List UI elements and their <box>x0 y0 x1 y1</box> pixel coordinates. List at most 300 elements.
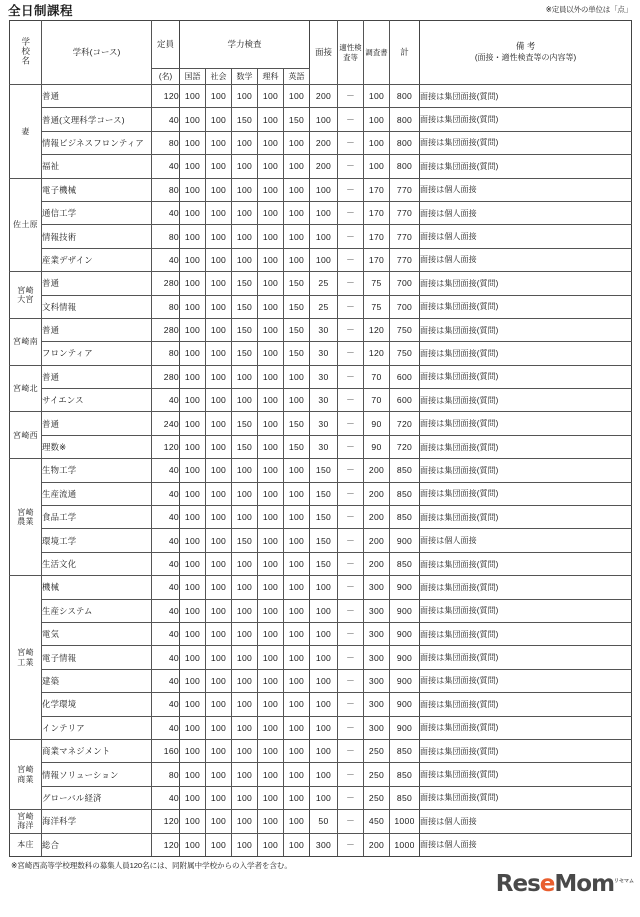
header-capacity: 定員 <box>152 21 180 69</box>
score-sugaku-cell: 100 <box>232 155 258 178</box>
score-aptitude-cell: － <box>338 810 364 833</box>
score-aptitude-cell: － <box>338 763 364 786</box>
score-total-cell: 800 <box>390 108 420 131</box>
school-name-cell: 本庄 <box>10 833 42 856</box>
score-shakai-cell: 100 <box>206 201 232 224</box>
capacity-cell: 80 <box>152 763 180 786</box>
score-aptitude-cell: － <box>338 482 364 505</box>
remarks-cell: 面接は集団面接(質問) <box>420 389 632 412</box>
score-sugaku-cell: 100 <box>232 506 258 529</box>
score-total-cell: 770 <box>390 248 420 271</box>
score-shakai-cell: 100 <box>206 155 232 178</box>
score-interview-cell: 100 <box>310 763 338 786</box>
score-sugaku-cell: 100 <box>232 693 258 716</box>
score-sugaku-cell: 100 <box>232 669 258 692</box>
score-interview-cell: 100 <box>310 201 338 224</box>
course-name-cell: 商業マネジメント <box>42 739 152 762</box>
score-sugaku-cell: 150 <box>232 318 258 341</box>
score-total-cell: 900 <box>390 576 420 599</box>
score-kokugo-cell: 100 <box>180 810 206 833</box>
score-shakai-cell: 100 <box>206 342 232 365</box>
score-shakai-cell: 100 <box>206 178 232 201</box>
score-eigo-cell: 100 <box>284 155 310 178</box>
header-row-main <box>10 21 632 69</box>
capacity-cell: 120 <box>152 833 180 856</box>
table-row <box>10 786 632 809</box>
score-eigo-cell: 100 <box>284 248 310 271</box>
score-kokugo-cell: 100 <box>180 108 206 131</box>
table-row <box>10 763 632 786</box>
school-name-cell: 宮崎 農業 <box>10 459 42 576</box>
score-report-cell: 100 <box>364 131 390 154</box>
score-rika-cell: 100 <box>258 646 284 669</box>
score-interview-cell: 30 <box>310 318 338 341</box>
score-rika-cell: 100 <box>258 693 284 716</box>
table-row <box>10 833 632 856</box>
score-report-cell: 250 <box>364 739 390 762</box>
capacity-cell: 80 <box>152 295 180 318</box>
score-report-cell: 100 <box>364 108 390 131</box>
score-shakai-cell: 100 <box>206 506 232 529</box>
score-total-cell: 600 <box>390 365 420 388</box>
course-name-cell: 建築 <box>42 669 152 692</box>
header-remarks: 備 考 (面接・適性検査等の内容等) <box>420 21 632 85</box>
course-name-cell: フロンティア <box>42 342 152 365</box>
capacity-cell: 80 <box>152 225 180 248</box>
course-name-cell: インテリア <box>42 716 152 739</box>
score-interview-cell: 30 <box>310 342 338 365</box>
score-shakai-cell: 100 <box>206 669 232 692</box>
school-name-cell: 宮崎 大宮 <box>10 272 42 319</box>
score-aptitude-cell: － <box>338 693 364 716</box>
score-kokugo-cell: 100 <box>180 365 206 388</box>
score-shakai-cell: 100 <box>206 108 232 131</box>
score-report-cell: 300 <box>364 576 390 599</box>
score-interview-cell: 100 <box>310 669 338 692</box>
table-row <box>10 693 632 716</box>
score-sugaku-cell: 100 <box>232 646 258 669</box>
course-name-cell: 電子情報 <box>42 646 152 669</box>
score-aptitude-cell: － <box>338 389 364 412</box>
score-aptitude-cell: － <box>338 365 364 388</box>
capacity-cell: 40 <box>152 786 180 809</box>
score-report-cell: 300 <box>364 669 390 692</box>
score-sugaku-cell: 100 <box>232 576 258 599</box>
course-name-cell: 普通 <box>42 365 152 388</box>
score-report-cell: 300 <box>364 646 390 669</box>
score-rika-cell: 100 <box>258 716 284 739</box>
score-rika-cell: 100 <box>258 529 284 552</box>
score-rika-cell: 100 <box>258 225 284 248</box>
score-kokugo-cell: 100 <box>180 155 206 178</box>
score-aptitude-cell: － <box>338 669 364 692</box>
score-aptitude-cell: － <box>338 622 364 645</box>
remarks-cell: 面接は個人面接 <box>420 225 632 248</box>
score-total-cell: 900 <box>390 646 420 669</box>
table-row <box>10 108 632 131</box>
score-report-cell: 170 <box>364 201 390 224</box>
capacity-cell: 80 <box>152 342 180 365</box>
score-rika-cell: 100 <box>258 342 284 365</box>
table-row <box>10 155 632 178</box>
remarks-cell: 面接は集団面接(質問) <box>420 482 632 505</box>
score-shakai-cell: 100 <box>206 482 232 505</box>
header-subject-eigo: 英語 <box>284 69 310 85</box>
score-shakai-cell: 100 <box>206 739 232 762</box>
score-rika-cell: 100 <box>258 739 284 762</box>
score-kokugo-cell: 100 <box>180 295 206 318</box>
table-row <box>10 459 632 482</box>
unit-note: ※定員以外の単位は「点」 <box>545 5 632 14</box>
score-kokugo-cell: 100 <box>180 435 206 458</box>
score-sugaku-cell: 100 <box>232 131 258 154</box>
remarks-cell: 面接は個人面接 <box>420 810 632 833</box>
score-kokugo-cell: 100 <box>180 482 206 505</box>
score-kokugo-cell: 100 <box>180 599 206 622</box>
score-kokugo-cell: 100 <box>180 506 206 529</box>
score-report-cell: 300 <box>364 622 390 645</box>
score-interview-cell: 100 <box>310 622 338 645</box>
score-shakai-cell: 100 <box>206 225 232 248</box>
score-interview-cell: 200 <box>310 131 338 154</box>
score-eigo-cell: 100 <box>284 482 310 505</box>
score-aptitude-cell: － <box>338 225 364 248</box>
score-rika-cell: 100 <box>258 412 284 435</box>
score-kokugo-cell: 100 <box>180 646 206 669</box>
score-kokugo-cell: 100 <box>180 178 206 201</box>
course-name-cell: 環境工学 <box>42 529 152 552</box>
capacity-cell: 40 <box>152 248 180 271</box>
school-name-cell: 宮崎西 <box>10 412 42 459</box>
score-sugaku-cell: 100 <box>232 365 258 388</box>
score-report-cell: 300 <box>364 716 390 739</box>
table-row <box>10 412 632 435</box>
table-row <box>10 225 632 248</box>
score-total-cell: 850 <box>390 763 420 786</box>
score-interview-cell: 100 <box>310 786 338 809</box>
table-row <box>10 201 632 224</box>
score-report-cell: 120 <box>364 342 390 365</box>
score-eigo-cell: 100 <box>284 178 310 201</box>
remarks-cell: 面接は個人面接 <box>420 529 632 552</box>
remarks-cell: 面接は集団面接(質問) <box>420 646 632 669</box>
score-total-cell: 850 <box>390 739 420 762</box>
table-row <box>10 131 632 154</box>
capacity-cell: 280 <box>152 318 180 341</box>
score-sugaku-cell: 100 <box>232 201 258 224</box>
score-shakai-cell: 100 <box>206 810 232 833</box>
score-rika-cell: 100 <box>258 763 284 786</box>
score-interview-cell: 200 <box>310 85 338 108</box>
score-shakai-cell: 100 <box>206 365 232 388</box>
score-interview-cell: 300 <box>310 833 338 856</box>
score-shakai-cell: 100 <box>206 435 232 458</box>
course-name-cell: 情報技術 <box>42 225 152 248</box>
score-sugaku-cell: 150 <box>232 529 258 552</box>
course-name-cell: 普通 <box>42 272 152 295</box>
score-kokugo-cell: 100 <box>180 716 206 739</box>
score-rika-cell: 100 <box>258 155 284 178</box>
capacity-cell: 40 <box>152 599 180 622</box>
table-row <box>10 248 632 271</box>
course-name-cell: 普通(文理科学コース) <box>42 108 152 131</box>
capacity-cell: 240 <box>152 412 180 435</box>
score-total-cell: 900 <box>390 693 420 716</box>
score-aptitude-cell: － <box>338 131 364 154</box>
score-report-cell: 90 <box>364 435 390 458</box>
score-rika-cell: 100 <box>258 272 284 295</box>
remarks-cell: 面接は集団面接(質問) <box>420 763 632 786</box>
score-total-cell: 900 <box>390 599 420 622</box>
score-rika-cell: 100 <box>258 599 284 622</box>
score-rika-cell: 100 <box>258 506 284 529</box>
score-kokugo-cell: 100 <box>180 85 206 108</box>
table-row <box>10 739 632 762</box>
course-name-cell: 生活文化 <box>42 552 152 575</box>
score-interview-cell: 100 <box>310 108 338 131</box>
score-interview-cell: 25 <box>310 272 338 295</box>
score-interview-cell: 100 <box>310 225 338 248</box>
score-interview-cell: 25 <box>310 295 338 318</box>
score-kokugo-cell: 100 <box>180 248 206 271</box>
score-report-cell: 100 <box>364 85 390 108</box>
table-row <box>10 576 632 599</box>
table-row <box>10 178 632 201</box>
course-name-cell: 普通 <box>42 318 152 341</box>
capacity-cell: 40 <box>152 552 180 575</box>
score-rika-cell: 100 <box>258 248 284 271</box>
score-aptitude-cell: － <box>338 552 364 575</box>
score-kokugo-cell: 100 <box>180 342 206 365</box>
score-total-cell: 770 <box>390 178 420 201</box>
score-interview-cell: 100 <box>310 576 338 599</box>
remarks-cell: 面接は集団面接(質問) <box>420 295 632 318</box>
header-interview: 面接 <box>310 21 338 85</box>
score-kokugo-cell: 100 <box>180 412 206 435</box>
score-aptitude-cell: － <box>338 178 364 201</box>
score-shakai-cell: 100 <box>206 552 232 575</box>
score-shakai-cell: 100 <box>206 248 232 271</box>
score-eigo-cell: 100 <box>284 622 310 645</box>
score-kokugo-cell: 100 <box>180 786 206 809</box>
score-sugaku-cell: 150 <box>232 108 258 131</box>
table-row <box>10 342 632 365</box>
remarks-cell: 面接は集団面接(質問) <box>420 622 632 645</box>
score-report-cell: 70 <box>364 389 390 412</box>
score-total-cell: 900 <box>390 622 420 645</box>
score-shakai-cell: 100 <box>206 763 232 786</box>
remarks-cell: 面接は集団面接(質問) <box>420 669 632 692</box>
header-subject-kokugo: 国語 <box>180 69 206 85</box>
score-rika-cell: 100 <box>258 482 284 505</box>
course-name-cell: 化学環境 <box>42 693 152 716</box>
score-sugaku-cell: 100 <box>232 85 258 108</box>
score-sugaku-cell: 100 <box>232 739 258 762</box>
score-shakai-cell: 100 <box>206 716 232 739</box>
capacity-cell: 40 <box>152 693 180 716</box>
score-report-cell: 250 <box>364 786 390 809</box>
remarks-cell: 面接は集団面接(質問) <box>420 85 632 108</box>
score-report-cell: 300 <box>364 599 390 622</box>
remarks-cell: 面接は個人面接 <box>420 201 632 224</box>
score-sugaku-cell: 100 <box>232 622 258 645</box>
score-eigo-cell: 100 <box>284 669 310 692</box>
score-total-cell: 720 <box>390 412 420 435</box>
score-interview-cell: 150 <box>310 506 338 529</box>
score-total-cell: 900 <box>390 669 420 692</box>
score-aptitude-cell: － <box>338 599 364 622</box>
score-total-cell: 800 <box>390 85 420 108</box>
capacity-cell: 80 <box>152 178 180 201</box>
score-total-cell: 850 <box>390 552 420 575</box>
score-kokugo-cell: 100 <box>180 739 206 762</box>
score-interview-cell: 100 <box>310 739 338 762</box>
score-total-cell: 800 <box>390 131 420 154</box>
capacity-cell: 40 <box>152 482 180 505</box>
score-sugaku-cell: 100 <box>232 786 258 809</box>
score-eigo-cell: 100 <box>284 739 310 762</box>
remarks-cell: 面接は集団面接(質問) <box>420 108 632 131</box>
score-interview-cell: 150 <box>310 529 338 552</box>
score-shakai-cell: 100 <box>206 599 232 622</box>
score-report-cell: 75 <box>364 272 390 295</box>
score-interview-cell: 100 <box>310 599 338 622</box>
school-name-cell: 宮崎南 <box>10 318 42 365</box>
course-name-cell: 生物工学 <box>42 459 152 482</box>
score-aptitude-cell: － <box>338 412 364 435</box>
score-aptitude-cell: － <box>338 342 364 365</box>
score-report-cell: 300 <box>364 693 390 716</box>
score-total-cell: 1000 <box>390 810 420 833</box>
course-name-cell: 電子機械 <box>42 178 152 201</box>
score-shakai-cell: 100 <box>206 85 232 108</box>
score-eigo-cell: 100 <box>284 389 310 412</box>
score-kokugo-cell: 100 <box>180 225 206 248</box>
score-report-cell: 70 <box>364 365 390 388</box>
score-shakai-cell: 100 <box>206 786 232 809</box>
course-name-cell: 海洋科学 <box>42 810 152 833</box>
header-school: 学校名 <box>10 21 42 85</box>
score-kokugo-cell: 100 <box>180 833 206 856</box>
table-body <box>10 85 632 857</box>
score-interview-cell: 30 <box>310 389 338 412</box>
score-rika-cell: 100 <box>258 622 284 645</box>
score-total-cell: 770 <box>390 201 420 224</box>
remarks-cell: 面接は集団面接(質問) <box>420 365 632 388</box>
score-kokugo-cell: 100 <box>180 318 206 341</box>
course-name-cell: 電気 <box>42 622 152 645</box>
score-total-cell: 900 <box>390 529 420 552</box>
score-kokugo-cell: 100 <box>180 622 206 645</box>
score-eigo-cell: 100 <box>284 716 310 739</box>
score-report-cell: 200 <box>364 529 390 552</box>
remarks-cell: 面接は集団面接(質問) <box>420 435 632 458</box>
score-eigo-cell: 150 <box>284 108 310 131</box>
capacity-cell: 280 <box>152 365 180 388</box>
course-name-cell: 通信工学 <box>42 201 152 224</box>
score-shakai-cell: 100 <box>206 131 232 154</box>
score-interview-cell: 150 <box>310 459 338 482</box>
score-aptitude-cell: － <box>338 201 364 224</box>
score-kokugo-cell: 100 <box>180 576 206 599</box>
score-total-cell: 850 <box>390 786 420 809</box>
score-total-cell: 1000 <box>390 833 420 856</box>
capacity-cell: 40 <box>152 389 180 412</box>
remarks-cell: 面接は集団面接(質問) <box>420 786 632 809</box>
remarks-cell: 面接は集団面接(質問) <box>420 342 632 365</box>
score-eigo-cell: 100 <box>284 459 310 482</box>
capacity-cell: 40 <box>152 669 180 692</box>
score-kokugo-cell: 100 <box>180 201 206 224</box>
score-report-cell: 250 <box>364 763 390 786</box>
score-sugaku-cell: 100 <box>232 248 258 271</box>
remarks-cell: 面接は集団面接(質問) <box>420 716 632 739</box>
table-row <box>10 646 632 669</box>
capacity-cell: 160 <box>152 739 180 762</box>
score-rika-cell: 100 <box>258 389 284 412</box>
score-eigo-cell: 150 <box>284 272 310 295</box>
score-interview-cell: 150 <box>310 552 338 575</box>
score-shakai-cell: 100 <box>206 529 232 552</box>
score-report-cell: 100 <box>364 155 390 178</box>
score-eigo-cell: 150 <box>284 342 310 365</box>
score-rika-cell: 100 <box>258 552 284 575</box>
score-report-cell: 170 <box>364 178 390 201</box>
score-total-cell: 900 <box>390 716 420 739</box>
score-rika-cell: 100 <box>258 833 284 856</box>
score-report-cell: 90 <box>364 412 390 435</box>
score-shakai-cell: 100 <box>206 272 232 295</box>
score-sugaku-cell: 150 <box>232 435 258 458</box>
school-name-cell: 佐土原 <box>10 178 42 272</box>
score-aptitude-cell: － <box>338 248 364 271</box>
admission-criteria-table <box>9 20 632 857</box>
table-row <box>10 365 632 388</box>
score-rika-cell: 100 <box>258 131 284 154</box>
course-name-cell: 文科情報 <box>42 295 152 318</box>
score-kokugo-cell: 100 <box>180 131 206 154</box>
capacity-cell: 40 <box>152 646 180 669</box>
score-rika-cell: 100 <box>258 108 284 131</box>
page-header <box>0 0 640 20</box>
page-title: 全日制課程 <box>8 4 74 18</box>
score-rika-cell: 100 <box>258 365 284 388</box>
score-sugaku-cell: 100 <box>232 599 258 622</box>
capacity-cell: 40 <box>152 108 180 131</box>
score-kokugo-cell: 100 <box>180 272 206 295</box>
table-row <box>10 506 632 529</box>
score-eigo-cell: 150 <box>284 435 310 458</box>
course-name-cell: 理数※ <box>42 435 152 458</box>
score-report-cell: 120 <box>364 318 390 341</box>
score-sugaku-cell: 100 <box>232 225 258 248</box>
score-report-cell: 200 <box>364 482 390 505</box>
score-aptitude-cell: － <box>338 272 364 295</box>
score-eigo-cell: 100 <box>284 365 310 388</box>
score-kokugo-cell: 100 <box>180 763 206 786</box>
score-aptitude-cell: － <box>338 529 364 552</box>
score-total-cell: 700 <box>390 272 420 295</box>
course-name-cell: 情報ビジネスフロンティア <box>42 131 152 154</box>
header-subject-sugaku: 数学 <box>232 69 258 85</box>
table-row <box>10 529 632 552</box>
score-kokugo-cell: 100 <box>180 669 206 692</box>
school-name-cell: 宮崎北 <box>10 365 42 412</box>
course-name-cell: 機械 <box>42 576 152 599</box>
header-subject-shakai: 社会 <box>206 69 232 85</box>
score-eigo-cell: 100 <box>284 225 310 248</box>
score-aptitude-cell: － <box>338 318 364 341</box>
